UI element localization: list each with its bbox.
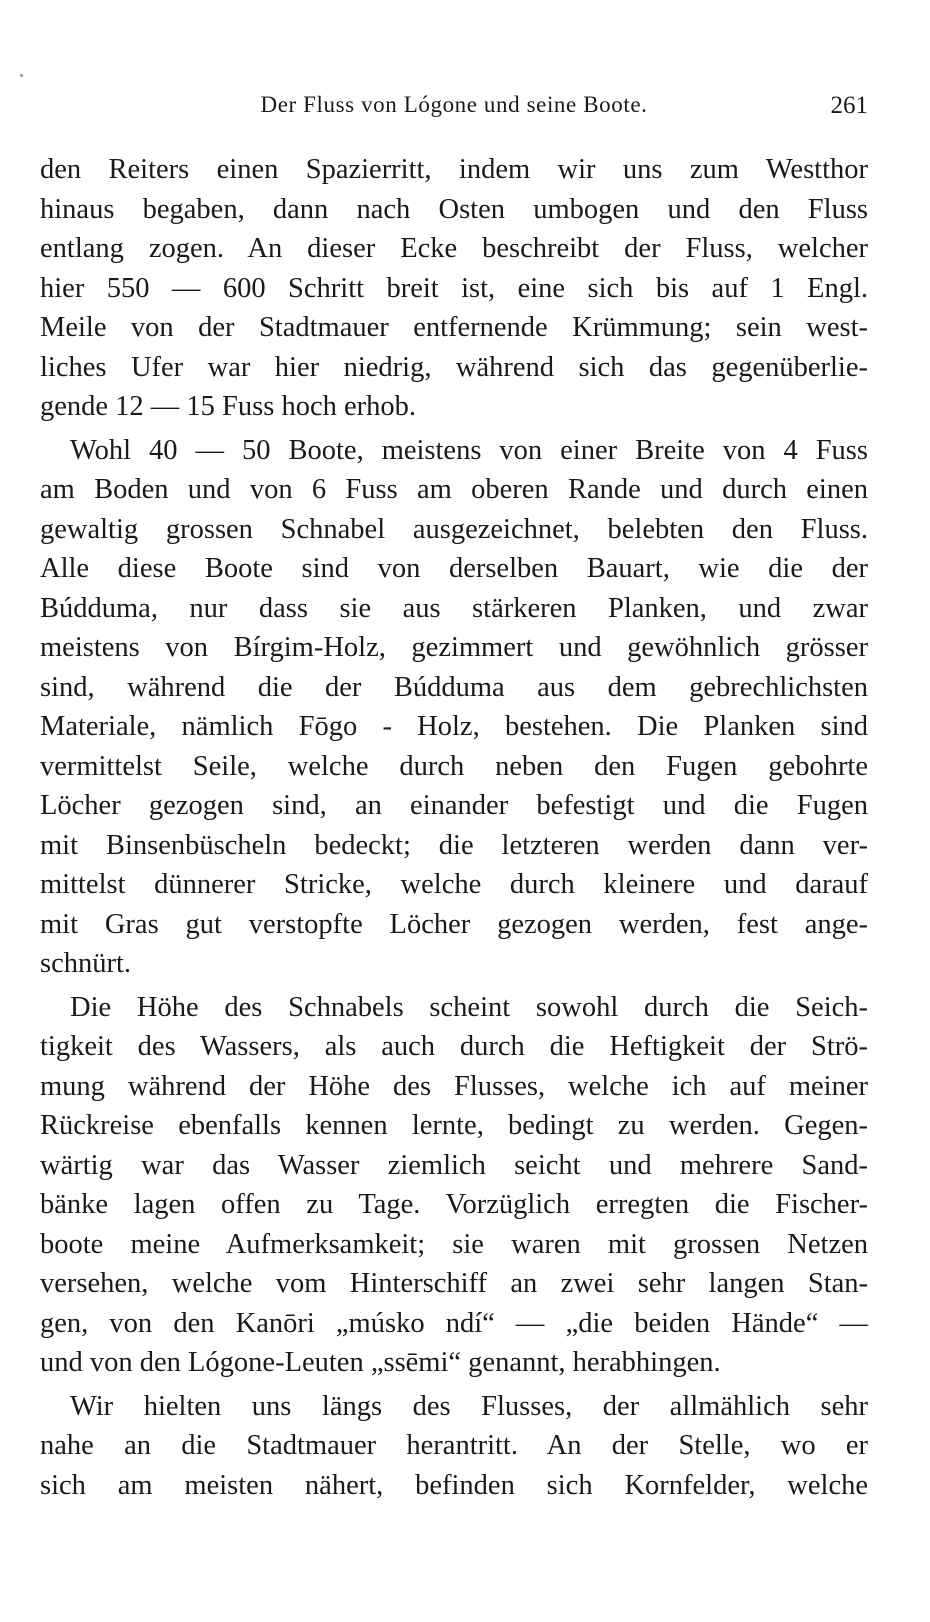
text-line: tigkeit des Wassers, als auch durch die Heftigkeit der Strö- [40,1031,868,1062]
paragraph [40,431,868,984]
text-line: und von den Lógone-Leuten „ssēmi“ genannt, herabhingen. [40,1347,721,1378]
text-line: versehen, welche vom Hinterschiff an zwei sehr langen Stan- [40,1268,868,1299]
text-line: am Boden und von 6 Fuss am oberen Rande und durch einen [40,474,868,505]
text-line: Löcher gezogen sind, an einander befestigt und die Fugen [40,790,868,821]
paragraph [40,150,868,427]
text-line: Die Höhe des Schnabels scheint sowohl durch die Seich- [70,991,868,1023]
body-text [40,150,868,1505]
text-line: bänke lagen offen zu Tage. Vorzüglich erregten die Fischer- [40,1189,868,1220]
paragraph [40,988,868,1383]
text-line: schnürt. [40,948,132,979]
paper-speck [20,74,23,77]
text-line: vermittelst Seile, welche durch neben den Fugen gebohrte [40,750,868,782]
text-line: wärtig war das Wasser ziemlich seicht und mehrere Sand- [40,1149,868,1181]
text-line: Materiale, nämlich Fōgo - Holz, bestehen. Die Planken sind [40,711,868,742]
text-line: gewaltig grossen Schnabel ausgezeichnet, belebten den Fluss. [40,513,868,545]
text-line: Wir hielten uns längs des Flusses, der allmählich sehr [70,1390,868,1422]
text-line: sind, während die der Búdduma aus dem gebrechlichsten [40,671,868,703]
text-line: nahe an die Stadtmauer herantritt. An der Stelle, wo er [40,1430,868,1461]
text-line: mit Gras gut verstopfte Löcher gezogen werden, fest ange- [40,908,868,940]
running-title: Der Fluss von Lógone und seine Boote. [260,92,648,117]
text-line: Alle diese Boote sind von derselben Bauart, wie die der [40,553,868,584]
text-line: gen, von den Kanōri „músko ndí“ — „die beiden Hände“ — [40,1307,868,1339]
text-line: liches Ufer war hier niedrig, während sich das gegenüberlie- [40,351,868,383]
text-line: Búdduma, nur dass sie aus stärkeren Planken, und zwar [40,592,868,624]
text-line: mung während der Höhe des Flusses, welche ich auf meiner [40,1070,868,1102]
text-line: entlang zogen. An dieser Ecke beschreibt der Fluss, welcher [40,233,868,264]
text-line: Wohl 40 — 50 Boote, meistens von einer Breite von 4 Fuss [70,434,868,466]
running-header [40,92,868,126]
text-line: Meile von der Stadtmauer entfernende Krümmung; sein west- [40,312,868,343]
page-number: 261 [830,92,868,119]
text-line: hier 550 — 600 Schritt breit ist, eine sich bis auf 1 Engl. [40,272,868,304]
text-line: mit Binsenbüscheln bedeckt; die letzteren werden dann ver- [40,829,868,861]
paragraph [40,1387,868,1506]
text-line: sich am meisten nähert, befinden sich Kornfelder, welche [40,1469,868,1501]
text-line: hinaus begaben, dann nach Osten umbogen und den Fluss [40,193,868,225]
text-line: boote meine Aufmerksamkeit; sie waren mit grossen Netzen [40,1228,868,1260]
text-line: den Reiters einen Spazierritt, indem wir uns zum Westthor [40,154,868,185]
text-line: meistens von Bírgim-Holz, gezimmert und gewöhnlich grösser [40,632,868,663]
text-line: gende 12 — 15 Fuss hoch erhob. [40,391,416,422]
text-line: Rückreise ebenfalls kennen lernte, bedingt zu werden. Gegen- [40,1110,868,1141]
text-line: mittelst dünnerer Stricke, welche durch kleinere und darauf [40,869,868,900]
